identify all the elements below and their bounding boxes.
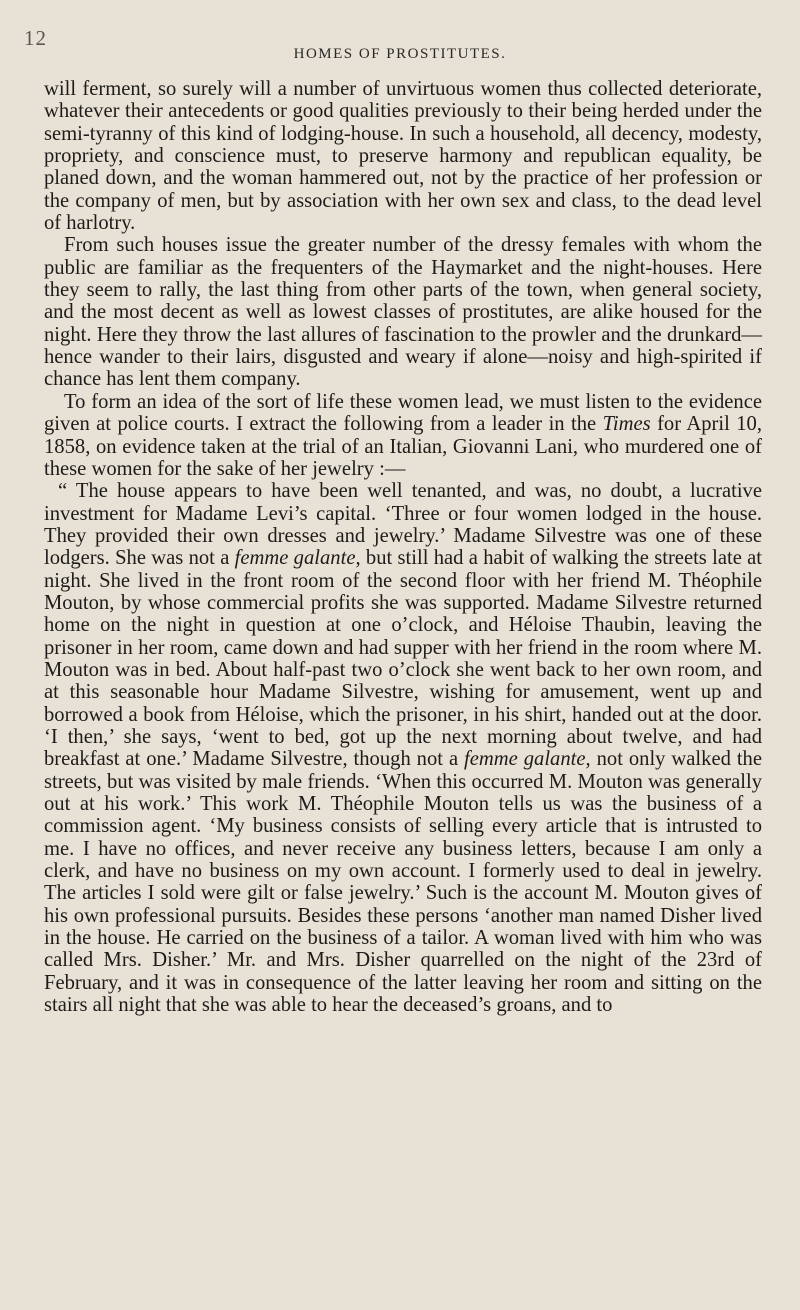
body-text [44, 78, 762, 1016]
paragraph-3 [44, 391, 762, 480]
italic-term-1: femme galante [234, 547, 356, 570]
italic-term-2: femme galante [464, 748, 586, 771]
quoted-passage-text-c: , not only walked the streets, but was visited by male friends. ‘When this occurred M. Mouton was generally out at his work.’ This work M. Théophile Mouton tells us was the business of a commission agent. ‘My business consists of selling every article that is intrusted to me. I have no offices, and never receive any business letters, because I am only a clerk, and have no business on my own account. I formerly used to deal in jewelry. The articles I sold were gilt or false jewelry.’ Such is the account M. Mouton gives of his own professional pursuits. Besides these persons ‘another man named Disher lived in the house. He carried on the business of a tailor. A woman lived with him who was called Mrs. Disher.’ Mr. and Mrs. Disher quarrelled on the night of the 23rd of February, and it was in consequence of the latter leaving her room and sitting on the stairs all night that she was able to hear the deceased’s groans, and to [44, 748, 762, 1017]
running-title: HOMES OF PROSTITUTES. [293, 46, 507, 62]
page-number: 12 [24, 26, 47, 50]
paragraph-3-text-b: for April 10, 1858, on evidence taken at the trial of an Italian, Giovanni Lani, who murdered one of these women for the sake of her jewelry :— [44, 413, 762, 480]
quoted-passage-text-a: “ The house appears to have been well tenanted, and was, no doubt, a lucrative investment for Madame Levi’s capital. ‘Three or four women lodged in the house. They provided their own dresses and jewelry.’ Madame Silvestre was one of these lodgers. She was not a [44, 480, 762, 570]
paragraph-1: will ferment, so surely will a number of unvirtuous women thus collected deteriorate, whatever their antecedents or good qualities previously to their being herded under the semi-tyranny of this kind of lodging-house. In such a household, all decency, modesty, propriety, and conscience must, to preserve harmony and republican equality, be planed down, and the woman hammered out, not by the practice of her profession or the company of men, but by association with her own sex and class, to the dead level of harlotry. [44, 78, 762, 235]
newspaper-title: Times [602, 413, 651, 436]
quoted-passage [44, 480, 762, 1016]
paragraph-3-text-a: To form an idea of the sort of life these women lead, we must listen to the evidence given at police courts. I extract the following from a leader in the [44, 390, 762, 436]
quoted-passage-text-b: , but still had a habit of walking the streets late at night. She lived in the front room of the second floor with her friend M. Théophile Mouton, by whose commercial profits she was supported. Madame Silvestre returned home on the night in question at one o’clock, and Héloise Thaubin, leaving the prisoner in her room, came down and had supper with her friend in the room where M. Mouton was in bed. About half-past two o’clock she went back to her own room, and at this seasonable hour Madame Silvestre, wishing for amusement, went up and borrowed a book from Héloise, which the prisoner, in his shirt, handed out at the door. ‘I then,’ she says, ‘went to bed, got up the next morning about twelve, and had breakfast at one.’ Madame Silvestre, though not a [44, 547, 763, 771]
paragraph-2: From such houses issue the greater number of the dressy females with whom the public are familiar as the frequenters of the Haymarket and the night-houses. Here they seem to rally, the last thing from other parts of the town, when general society, and the most decent as well as lowest classes of prostitutes, are alike housed for the night. Here they throw the last allures of fascination to the prowler and the drunkard—hence wander to their lairs, disgusted and weary if alone—noisy and high-spirited if chance has lent them company. [44, 234, 762, 391]
